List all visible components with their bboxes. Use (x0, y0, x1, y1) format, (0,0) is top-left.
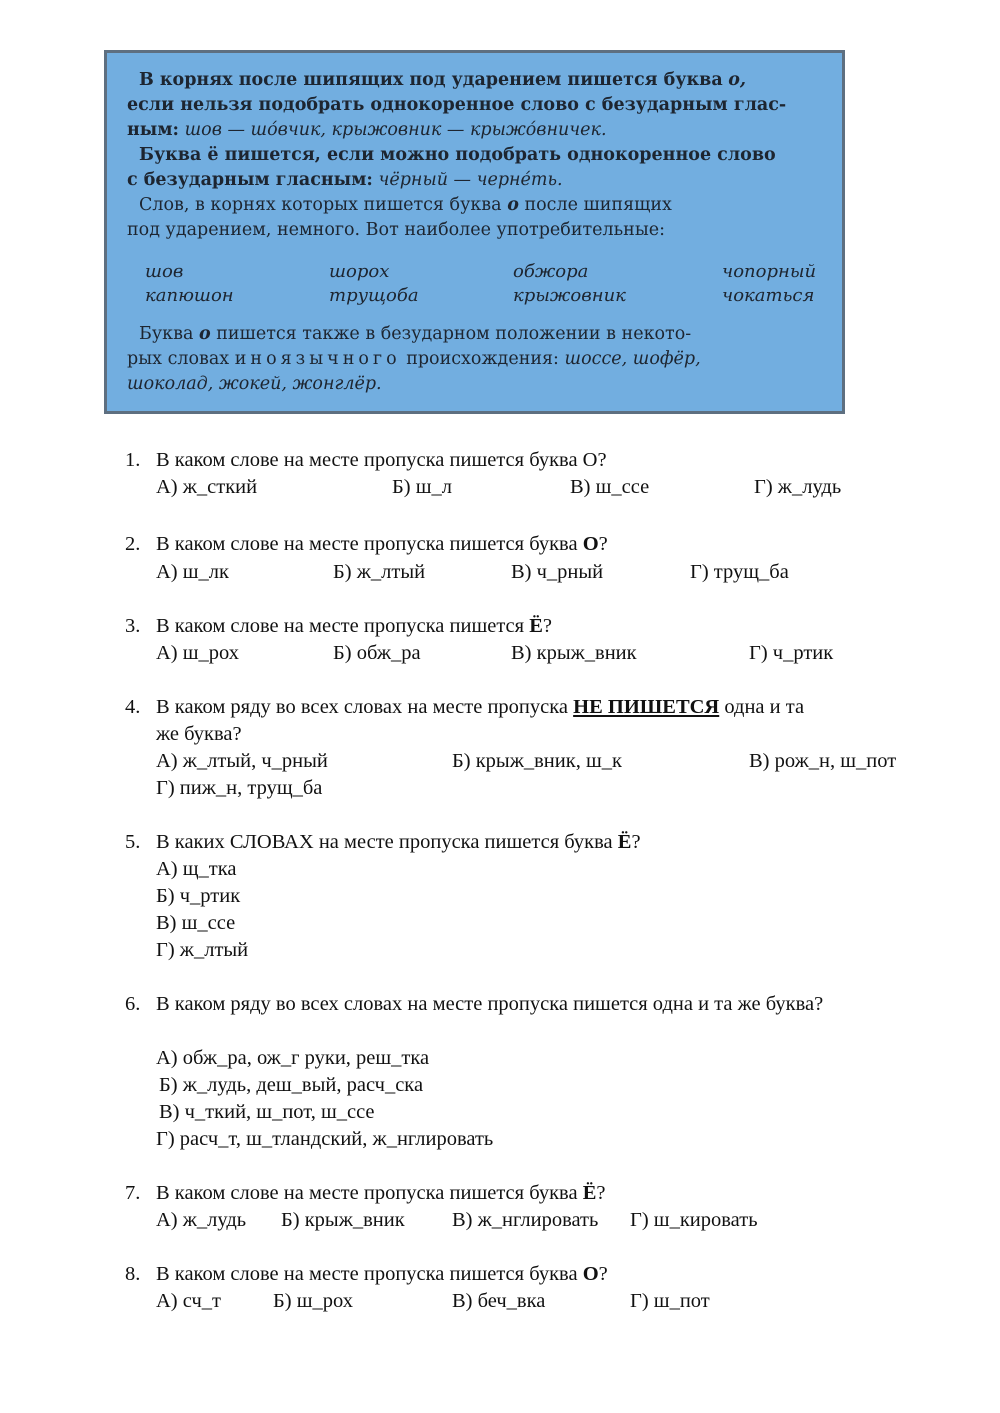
question-text: В каком слове на месте пропуска пишется буква Ё? (156, 1182, 606, 1204)
question-number: 5. (125, 831, 141, 853)
answer-option[interactable]: В) ш_ссе (156, 912, 236, 934)
question-text: В каком ряду во всех словах на месте пропуска НЕ ПИШЕТСЯ одна и та (156, 696, 805, 718)
answer-option[interactable]: А) ш_рох (156, 642, 240, 664)
answer-option[interactable]: Г) расч_т, ш_тландский, ж_нглировать (156, 1128, 494, 1150)
word-cell: трущоба (329, 285, 419, 306)
rule-box (104, 50, 845, 414)
answer-option[interactable]: В) ш_ссе (570, 476, 650, 498)
question-text: В каком слове на месте пропуска пишется буква О? (156, 1263, 608, 1285)
word-cell: чопорный (722, 261, 817, 282)
word-cell: чокаться (722, 285, 815, 306)
answer-option[interactable]: А) сч_т (156, 1290, 221, 1312)
answer-option[interactable]: Г) трущ_ба (690, 561, 789, 583)
question-number: 7. (125, 1182, 141, 1204)
answer-option[interactable]: А) обж_ра, ож_г руки, реш_тка (156, 1047, 430, 1069)
answer-option[interactable]: Г) ч_ртик (749, 642, 834, 664)
rule-line-3: ным: шов — шо́вчик, крыжовник — крыжо́вничек. (127, 120, 607, 140)
question-number: 4. (125, 696, 141, 718)
question-number: 1. (125, 449, 141, 471)
question-number: 8. (125, 1263, 141, 1285)
answer-option[interactable]: Б) крыж_вник (281, 1209, 405, 1231)
rule-line-8: Буква о пишется также в безударном положении в некото- (139, 324, 692, 344)
rule-line-2: если нельзя подобрать однокоренное слово с безударным глас- (127, 95, 787, 115)
question-number: 3. (125, 615, 141, 637)
answer-option[interactable]: Б) ш_л (392, 476, 452, 498)
word-cell: шов (145, 261, 184, 282)
answer-option[interactable]: Б) ж_лтый (333, 561, 426, 583)
word-cell: капюшон (145, 285, 234, 306)
answer-option[interactable]: А) ж_сткий (156, 476, 258, 498)
answer-option[interactable]: Г) ж_лудь (754, 476, 842, 498)
answer-option[interactable]: Б) ч_ртик (156, 885, 241, 907)
rule-line-4: Буква ё пишется, если можно подобрать однокоренное слово (139, 145, 776, 165)
answer-option[interactable]: Г) ш_пот (630, 1290, 710, 1312)
answer-option[interactable]: Г) ж_лтый (156, 939, 249, 961)
rule-line-1: В корнях после шипящих под ударением пишется буква о, (139, 70, 746, 90)
answer-option[interactable]: В) ж_нглировать (452, 1209, 599, 1231)
answer-option[interactable]: Б) крыж_вник, ш_к (452, 750, 622, 772)
answer-option[interactable]: А) ш_лк (156, 561, 229, 583)
question-text: В каком слове на месте пропуска пишется Ё? (156, 615, 552, 637)
answer-option[interactable]: В) крыж_вник (511, 642, 637, 664)
answer-option[interactable]: Б) ш_рох (273, 1290, 353, 1312)
rule-line-6: Слов, в корнях которых пишется буква о после шипящих (139, 195, 672, 215)
rule-line-9: рых словах иноязычного происхождения: шоссе, шофёр, (127, 349, 701, 369)
question-text-continued: же буква? (156, 723, 242, 745)
answer-option[interactable]: А) щ_тка (156, 858, 237, 880)
question-text: В каком слове на месте пропуска пишется буква О? (156, 449, 607, 471)
answer-option[interactable]: А) ж_лудь (156, 1209, 247, 1231)
question-text: В каком ряду во всех словах на месте пропуска пишется одна и та же буква? (156, 993, 824, 1015)
rule-line-7: под ударением, немного. Вот наиболее употребительные: (127, 220, 666, 240)
question-number: 6. (125, 993, 141, 1015)
question-text: В каком слове на месте пропуска пишется буква О? (156, 533, 608, 555)
answer-option[interactable]: А) ж_лтый, ч_рный (156, 750, 328, 772)
answer-option[interactable]: В) ч_рный (511, 561, 604, 583)
answer-option[interactable]: В) рож_н, ш_пот (749, 750, 897, 772)
rule-line-10: шоколад, жокей, жонглёр. (127, 374, 382, 394)
answer-option[interactable]: В) ч_ткий, ш_пот, ш_ссе (159, 1101, 375, 1123)
question-number: 2. (125, 533, 141, 555)
rule-line-5: с безударным гласным: чёрный — черне́ть. (127, 170, 563, 190)
answer-option[interactable]: В) беч_вка (452, 1290, 546, 1312)
answer-option[interactable]: Б) ж_лудь, деш_вый, расч_ска (159, 1074, 424, 1096)
word-cell: шорох (329, 261, 390, 282)
answer-option[interactable]: Г) ш_кировать (630, 1209, 758, 1231)
word-cell: обжора (513, 261, 589, 282)
word-cell: крыжовник (513, 285, 626, 306)
answer-option[interactable]: Б) обж_ра (333, 642, 421, 664)
question-text: В каких СЛОВАХ на месте пропуска пишется буква Ё? (156, 831, 641, 853)
answer-option[interactable]: Г) пиж_н, трущ_ба (156, 777, 323, 799)
